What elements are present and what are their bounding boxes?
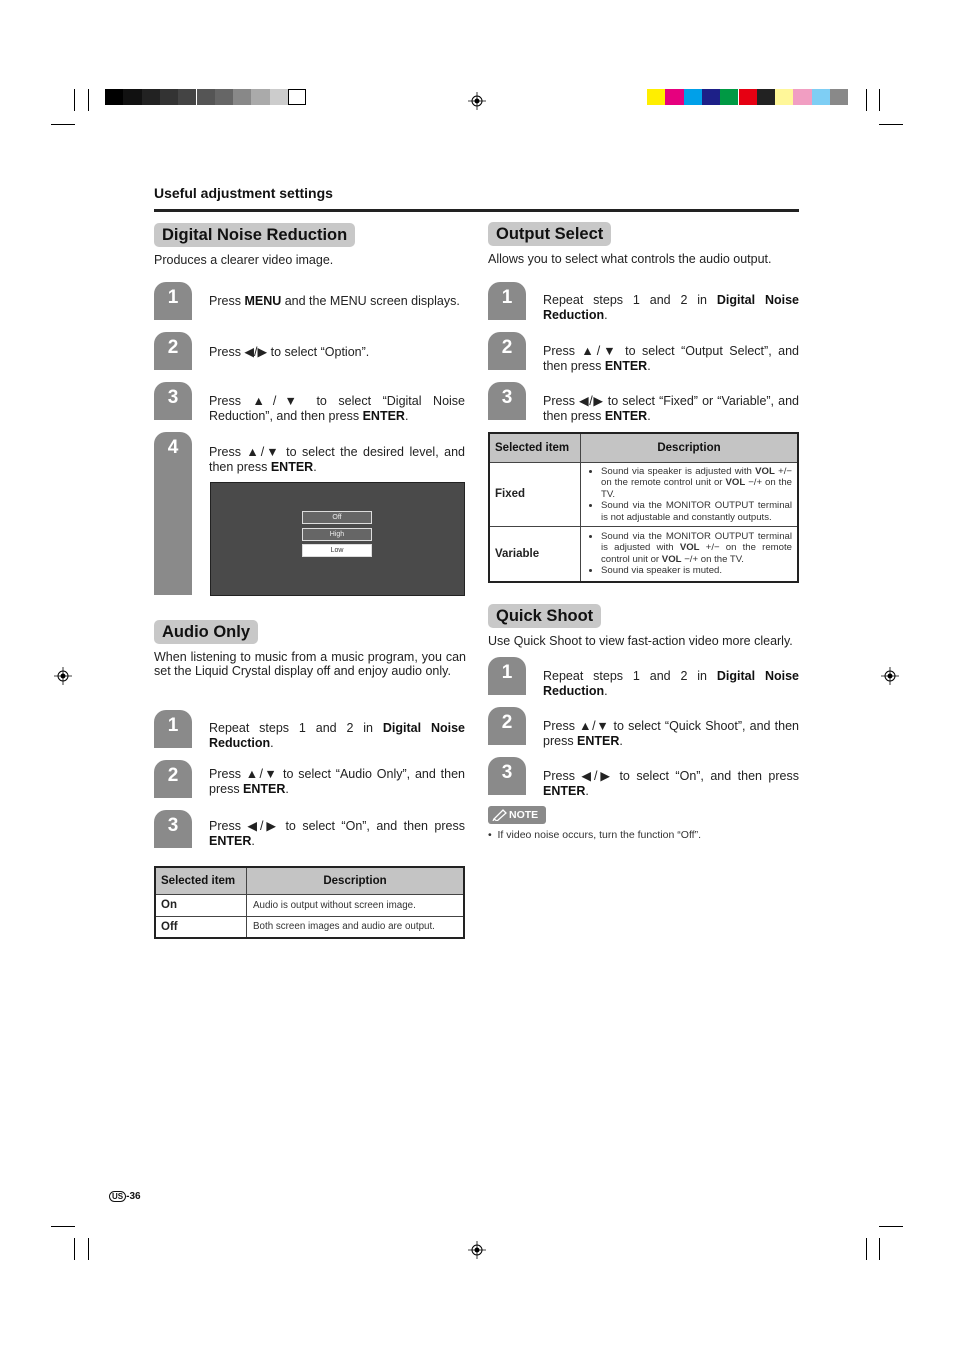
output-select-table xyxy=(488,432,799,583)
crop-mark xyxy=(866,89,867,111)
step-text: Press ▲/▼ to select “Digital Noise Reduction”, and then press ENTER. xyxy=(209,394,465,423)
table-row xyxy=(489,527,798,582)
registration-mark-icon xyxy=(54,667,72,685)
table-cell-desc: Both screen images and audio are output. xyxy=(247,916,465,938)
pencil-icon xyxy=(492,809,508,821)
color-swatch xyxy=(793,89,811,105)
gray-swatch xyxy=(270,89,288,105)
gray-swatch xyxy=(178,89,196,105)
table-header: Description xyxy=(247,867,465,894)
table-header: Selected item xyxy=(489,433,581,462)
audio-only-title: Audio Only xyxy=(154,620,258,644)
table-cell-item: Variable xyxy=(489,527,581,582)
table-header: Description xyxy=(581,433,799,462)
registration-mark-icon xyxy=(881,667,899,685)
table-row xyxy=(155,916,464,938)
step-text: Press ◀/▶ to select “Option”. xyxy=(209,345,370,359)
table-header: Selected item xyxy=(155,867,247,894)
step-number: 1 xyxy=(154,282,192,320)
color-swatch xyxy=(720,89,738,105)
note-label: NOTE xyxy=(509,809,539,821)
step-number: 3 xyxy=(488,382,526,420)
step-text: Press MENU and the MENU screen displays. xyxy=(209,294,460,308)
color-swatch xyxy=(739,89,757,105)
note-text: • If video noise occurs, turn the function “Off”. xyxy=(488,829,702,841)
table-cell-desc xyxy=(581,462,799,527)
option-high[interactable]: High xyxy=(302,528,372,541)
step-number: 1 xyxy=(488,282,526,320)
crop-mark xyxy=(51,1226,75,1227)
note-badge xyxy=(488,806,546,824)
audio-only-table xyxy=(154,866,465,939)
crop-mark xyxy=(51,124,75,125)
page-section-label: Useful adjustment settings xyxy=(154,185,333,201)
table-row xyxy=(155,894,464,916)
color-swatch xyxy=(647,89,665,105)
table-cell-desc: Audio is output without screen image. xyxy=(247,894,465,916)
step-text: Press ◀/▶ to select “Fixed” or “Variable”, and then press ENTER. xyxy=(543,394,799,423)
step-text: Repeat steps 1 and 2 in Digital Noise Reduction. xyxy=(209,721,465,750)
crop-mark xyxy=(74,1238,75,1260)
table-row xyxy=(489,462,798,527)
output-select-intro: Allows you to select what controls the audio output. xyxy=(488,252,772,266)
crop-mark xyxy=(879,1226,903,1227)
bullet-item: • Sound via the MONITOR OUTPUT terminal is not adjustable and constantly outputs. xyxy=(601,500,792,523)
gray-swatch xyxy=(288,89,306,105)
audio-only-intro: When listening to music from a music program, you can set the Liquid Crystal display off and enjoy audio only. xyxy=(154,650,466,678)
step-text: Repeat steps 1 and 2 in Digital Noise Reduction. xyxy=(543,293,799,322)
step-number: 1 xyxy=(154,710,192,748)
step-number: 1 xyxy=(488,657,526,695)
bullet-item: • Sound via the MONITOR OUTPUT terminal is adjusted with VOL +/− on the remote control unit or VOL −/+ on the TV. xyxy=(601,531,792,566)
color-swatch xyxy=(757,89,775,105)
gray-swatch xyxy=(142,89,160,105)
gray-swatch xyxy=(197,89,215,105)
page-number: US -36 xyxy=(109,1191,141,1202)
step-text: Press ◀/▶ to select “On”, and then press ENTER. xyxy=(543,769,799,798)
crop-mark xyxy=(88,89,89,111)
dnr-intro: Produces a clearer video image. xyxy=(154,253,334,267)
crop-mark xyxy=(879,124,903,125)
step-number: 4 xyxy=(154,432,192,595)
gray-swatch xyxy=(251,89,269,105)
region-badge: US xyxy=(109,1191,126,1202)
step-text: Press ◀/▶ to select “On”, and then press ENTER. xyxy=(209,819,465,848)
color-swatch xyxy=(702,89,720,105)
output-select-title: Output Select xyxy=(488,222,611,246)
gray-swatch xyxy=(215,89,233,105)
step-text: Press ▲/▼ to select “Audio Only”, and then press ENTER. xyxy=(209,767,465,796)
step-number: 3 xyxy=(154,810,192,848)
quick-shoot-title: Quick Shoot xyxy=(488,604,601,628)
step-text: Press ▲/▼ to select “Quick Shoot”, and then press ENTER. xyxy=(543,719,799,748)
quick-shoot-intro: Use Quick Shoot to view fast-action video more clearly. xyxy=(488,634,793,648)
gray-swatch xyxy=(123,89,141,105)
step-number: 2 xyxy=(488,332,526,370)
gray-swatch xyxy=(105,89,123,105)
color-swatch xyxy=(775,89,793,105)
table-cell-item: On xyxy=(155,894,247,916)
step-number: 2 xyxy=(154,760,192,798)
dnr-title: Digital Noise Reduction xyxy=(154,223,355,247)
table-cell-item: Off xyxy=(155,916,247,938)
step-number: 2 xyxy=(154,332,192,370)
crop-mark xyxy=(879,89,880,111)
bullet-item: • Sound via speaker is adjusted with VOL +/− on the remote control unit or VOL −/+ on the TV. xyxy=(601,466,792,501)
step-text: Press ▲/▼ to select the desired level, and then press ENTER. xyxy=(209,445,465,474)
color-swatch xyxy=(830,89,848,105)
step-text: Press ▲/▼ to select “Output Select”, and then press ENTER. xyxy=(543,344,799,373)
option-off[interactable]: Off xyxy=(302,511,372,524)
step-text: Repeat steps 1 and 2 in Digital Noise Reduction. xyxy=(543,669,799,698)
registration-mark-icon xyxy=(468,1241,486,1259)
step-number: 3 xyxy=(488,757,526,795)
gray-swatch xyxy=(160,89,178,105)
table-cell-item: Fixed xyxy=(489,462,581,527)
bullet-item: • Sound via speaker is muted. xyxy=(601,565,792,577)
crop-mark xyxy=(866,1238,867,1260)
color-swatch xyxy=(665,89,683,105)
step-number: 2 xyxy=(488,707,526,745)
menu-screen-preview xyxy=(210,482,465,596)
crop-mark xyxy=(74,89,75,111)
step-number: 3 xyxy=(154,382,192,420)
gray-swatch xyxy=(233,89,251,105)
crop-mark xyxy=(879,1238,880,1260)
crop-mark xyxy=(88,1238,89,1260)
header-rule xyxy=(154,209,799,212)
option-low[interactable]: Low xyxy=(302,544,372,557)
registration-mark-icon xyxy=(468,92,486,110)
color-swatch xyxy=(684,89,702,105)
table-cell-desc xyxy=(581,527,799,582)
color-swatch xyxy=(812,89,830,105)
